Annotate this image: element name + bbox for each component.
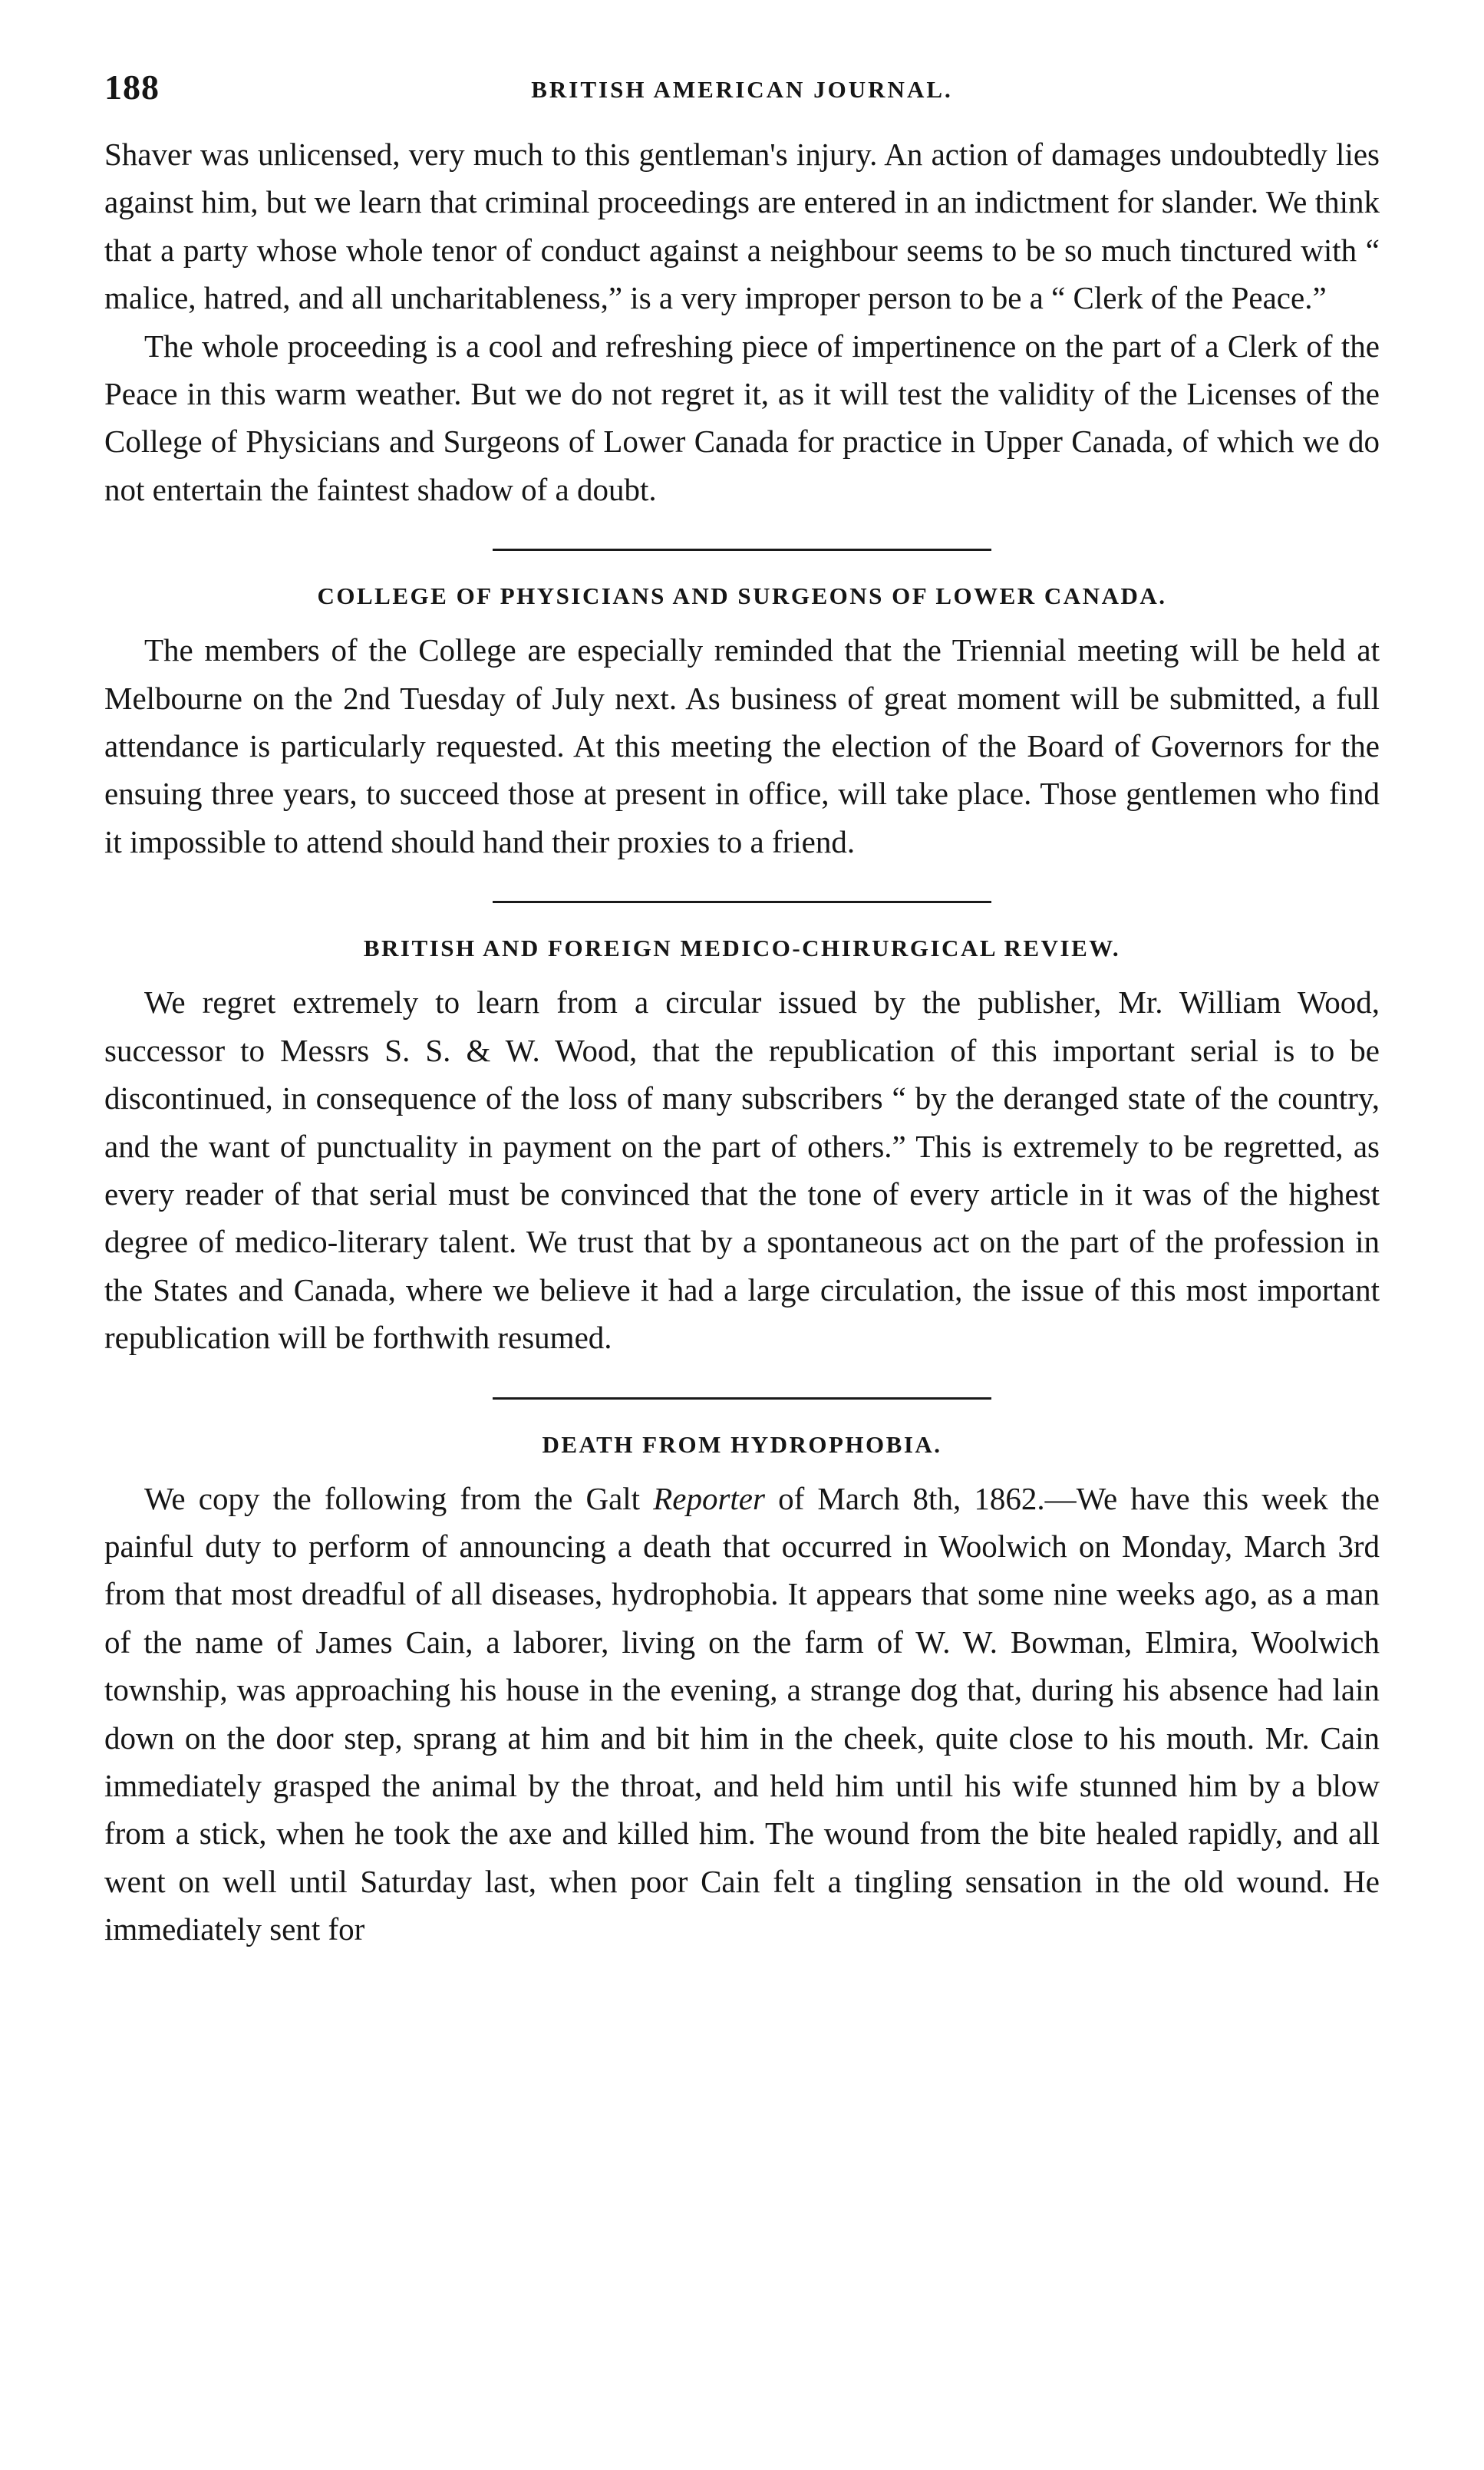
hydrophobia-lead-text: We copy the following from the Galt (144, 1480, 654, 1516)
review-paragraph: We regret extremely to learn from a circular issued by the publisher, Mr. William Wood, successor to Messrs S. S. & W. Wood, that the republication of this important serial is to be discontinued, in consequence of the loss of many subscribers “ by the deranged state of the country, and the want of punctuality in payment on the part of others.” This is extremely to be regretted, as every reader of that serial must be convinced that the tone of every article in it was of the highest degree of medico-literary talent. We trust that by a spontaneous act on the part of the profession in the States and Canada, where we believe it had a large circulation, the issue of this most important republication will be forthwith resumed. (104, 984, 1380, 1356)
section-heading-hydrophobia: DEATH FROM HYDROPHOBIA. (542, 1430, 942, 1458)
section-heading-college: COLLEGE OF PHYSICIANS AND SURGEONS OF LOWER CANADA. (317, 582, 1167, 610)
journal-page (104, 66, 1380, 1954)
college-notice-paragraph: The members of the College are especially reminded that the Triennial meeting will be held at Melbourne on the 2nd Tuesday of July next. As business of great moment will be submitted, a full attendance is particularly requested. At this meeting the election of the Board of Governors for the ensuing three years, to succeed those at present in office, will take place. Those gentlemen who find it impossible to attend should hand their proxies to a friend. (104, 632, 1380, 859)
page-number: 188 (104, 68, 160, 107)
hydrophobia-paragraph (104, 1475, 1380, 1954)
intro-paragraph-2: The whole proceeding is a cool and refreshing piece of impertinence on the part of a Clerk of the Peace in this warm weather. But we do not regret it, as it will test the validity of the Licenses of the College of Physicians and Surgeons of Lower Canada for practice in Upper Canada, of which we do not entertain the faintest shadow of a doubt. (104, 328, 1380, 507)
section-divider (493, 549, 991, 551)
section-divider (493, 901, 991, 903)
running-head (104, 66, 1380, 115)
hydrophobia-body-text: of March 8th, 1862.—We have this week the painful duty to perform of announcing a death that occurred in Woolwich on Monday, March 3rd from that most dreadful of all diseases, hydrophobia. It appears that some nine weeks ago, as a man of the name of James Cain, a laborer, living on the farm of W. W. Bowman, Elmira, Woolwich township, was approaching his house in the evening, a strange dog that, during his absence had lain down on the door step, sprang at him and bit him in the cheek, quite close to his mouth. Mr. Cain immediately grasped the animal by the throat, and held him until his wife stunned him by a blow from a stick, when he took the axe and killed him. The wound from the bite healed rapidly, and all went on well until Saturday last, when poor Cain felt a tingling sensation in the old wound. He immediately sent for (104, 1480, 1380, 1947)
section-divider (493, 1397, 991, 1400)
section-heading-review: BRITISH AND FOREIGN MEDICO-CHIRURGICAL REVIEW. (363, 935, 1121, 962)
intro-paragraph-1: Shaver was unlicensed, very much to this gentleman's injury. An action of damages undoubtedly lies against him, but we learn that criminal proceedings are entered in an indictment for slander. We think that a party whose whole tenor of conduct against a neighbour seems to be so much tinctured with “ malice, hatred, and all uncharitableness,” is a very improper person to be a “ Clerk of the Peace.” (104, 137, 1380, 316)
journal-title: BRITISH AMERICAN JOURNAL. (531, 76, 953, 103)
newspaper-name: Reporter (653, 1480, 765, 1516)
